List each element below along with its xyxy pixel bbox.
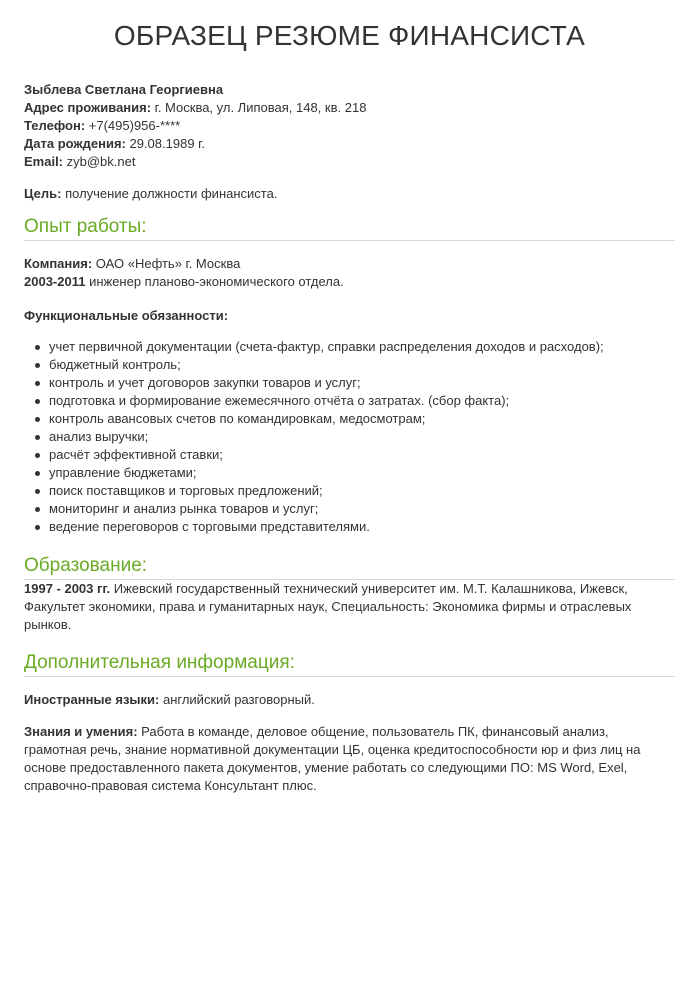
experience-heading: Опыт работы: (24, 216, 675, 241)
education-details: Ижевский государственный технический университет им. М.Т. Калашникова, Ижевск, Факультет экономики, права и гуманитарных наук, Специальность: Экономика фирмы и отраслевых рынков. (24, 581, 632, 632)
list-item: управление бюджетами; (49, 464, 675, 482)
phone-line (24, 117, 675, 135)
languages-label: Иностранные языки: (24, 692, 160, 707)
list-item: подготовка и формирование ежемесячного отчёта о затратах. (сбор факта); (49, 392, 675, 410)
birth-date-label: Дата рождения: (24, 136, 126, 151)
list-item: учет первичной документации (счета-фактур, справки распределения доходов и расходов); (49, 338, 675, 356)
languages-line (24, 691, 675, 709)
goal-label: Цель: (24, 186, 62, 201)
goal-line (24, 185, 675, 203)
company-line (24, 255, 675, 273)
additional-info-heading: Дополнительная информация: (24, 652, 675, 677)
company-value: ОАО «Нефть» г. Москва (92, 256, 241, 271)
email-value: zyb@bk.net (63, 154, 136, 169)
skills-entry (24, 723, 644, 795)
birth-date-value: 29.08.1989 г. (125, 136, 205, 151)
address-label: Адрес проживания: (24, 100, 152, 115)
phone-value: +7(495)956-**** (85, 118, 181, 133)
list-item: контроль и учет договоров закупки товаров и услуг; (49, 374, 675, 392)
list-item: анализ выручки; (49, 428, 675, 446)
company-label: Компания: (24, 256, 93, 271)
document-title: ОБРАЗЕЦ РЕЗЮМЕ ФИНАНСИСТА (113, 20, 586, 51)
languages-value: английский разговорный. (159, 692, 315, 707)
work-position: инженер планово-экономического отдела. (85, 274, 344, 289)
list-item: поиск поставщиков и торговых предложений; (49, 482, 675, 500)
education-heading: Образование: (24, 555, 675, 580)
list-item: мониторинг и анализ рынка товаров и услуг; (49, 500, 675, 518)
list-item: ведение переговоров с торговыми представителями. (49, 518, 675, 536)
email-line (24, 153, 675, 171)
education-entry (24, 580, 644, 634)
goal-value: получение должности финансиста. (61, 186, 278, 201)
work-period-line (24, 273, 675, 291)
list-item: бюджетный контроль; (49, 356, 675, 374)
duties-title: Функциональные обязанности: (24, 308, 229, 323)
experience-details (24, 255, 675, 291)
list-item: контроль авансовых счетов по командировкам, медосмотрам; (49, 410, 675, 428)
duties-list (24, 338, 675, 536)
email-label: Email: (24, 154, 64, 169)
full-name: Зыблева Светлана Георгиевна (24, 82, 224, 97)
personal-info (24, 81, 675, 171)
work-period-label: 2003-2011 (24, 274, 86, 289)
address-value: г. Москва, ул. Липовая, 148, кв. 218 (151, 100, 367, 115)
address-line (24, 99, 675, 117)
skills-label: Знания и умения: (24, 724, 138, 739)
birth-date-line (24, 135, 675, 153)
skills-value: Работа в команде, деловое общение, пользователь ПК, финансовый анализ, грамотная речь, знание нормативной документации ЦБ, оценка кредитоспособности юр и физ лиц на основе предоставленного пакета документов, умение работать со следующими ПО: MS Word, Exel, справочно-правовая система Консультант плюс. (24, 724, 641, 793)
list-item: расчёт эффективной ставки; (49, 446, 675, 464)
education-period: 1997 - 2003 гг. (24, 581, 111, 596)
phone-label: Телефон: (24, 118, 86, 133)
